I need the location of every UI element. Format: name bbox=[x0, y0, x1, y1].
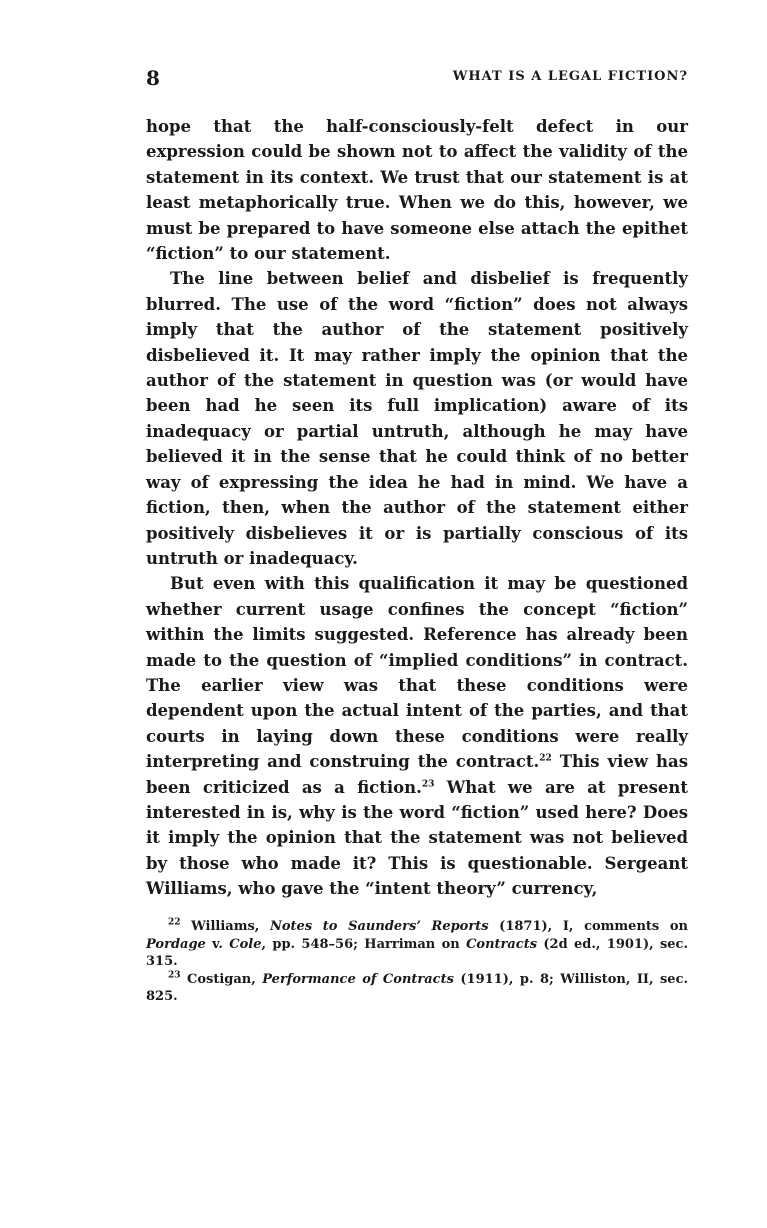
footnote-22 bbox=[146, 918, 688, 971]
paragraph-3-text-3: What we are at present interested in is, why is the word “fiction” used here? Does it imply the opinion that the statement was not believed by those who made it? This is questionable. Sergeant Williams, who gave the “intent theory” currency, bbox=[146, 777, 688, 899]
fn22-text-2: (1871), I, comments on bbox=[488, 919, 688, 934]
fn22-italic-3: Cole bbox=[229, 936, 262, 952]
fn22-italic-2: Pordage bbox=[146, 936, 206, 952]
fn22-text-5: (2d ed., 1901), sec. 315. bbox=[146, 936, 688, 970]
fn23-text-1: Costigan, bbox=[180, 971, 263, 987]
paragraph-3 bbox=[146, 571, 688, 901]
fn22-italic-1: Notes to Saunders’ Reports bbox=[269, 919, 489, 934]
footnote-mark-23: 23 bbox=[168, 970, 181, 981]
footnote-mark-22: 22 bbox=[168, 917, 181, 928]
footnote-23 bbox=[146, 971, 688, 1006]
fn22-text-3: v. bbox=[205, 936, 230, 952]
paragraph-3-text-2: This view has been criticized as a fiction. bbox=[146, 752, 688, 797]
footnotes bbox=[146, 918, 688, 1006]
fn23-italic-1: Performance of Contracts bbox=[262, 971, 454, 987]
paragraph-1: hope that the half-consciously-felt defect in our expression could be shown not to affect the validity of the statement in its context. We trust that our statement is at least metaphorically true. When we do this, however, we must be prepared to have someone else attach the epithet “fiction” to our statement. bbox=[146, 117, 688, 264]
footnote-ref-23: 23 bbox=[421, 779, 435, 790]
fn22-text-1: Williams, bbox=[180, 919, 270, 934]
fn23-text-2: (1911), p. 8; Williston, II, sec. 825. bbox=[146, 971, 689, 1005]
paragraph-2: The line between belief and disbelief is frequently blurred. The use of the word “fiction” does not always imply that the author of the statement positively disbelieved it. It may rather imply the opinion that the author of the statement in question was (or would have been had he seen its full implication) aware of its inadequacy or partial untruth, although he may have believed it in the sense that he could think of no better way of expressing the idea he had in mind. We have a fiction, then, when the author of the statement either positively disbelieves it or is partially conscious of its untruth or inadequacy. bbox=[146, 269, 688, 568]
footnote-ref-22: 22 bbox=[539, 753, 552, 764]
body-text bbox=[146, 114, 688, 902]
fn22-italic-4: Contracts bbox=[466, 936, 538, 952]
paragraph-3-text-1: But even with this qualification it may be questioned whether current usage confines the concept “fiction” within the limits suggested. Reference has already been made to the question of “implied conditions” in contract. The earlier view was that these conditions were dependent upon the actual intent of the parties, and that courts in laying down these conditions were really interpreting and construing the contract. bbox=[146, 574, 688, 772]
page-header bbox=[146, 66, 688, 90]
running-head: WHAT IS A LEGAL FICTION? bbox=[452, 69, 688, 84]
page-number: 8 bbox=[146, 66, 160, 90]
fn22-text-4: , pp. 548–56; Harriman on bbox=[261, 936, 467, 952]
